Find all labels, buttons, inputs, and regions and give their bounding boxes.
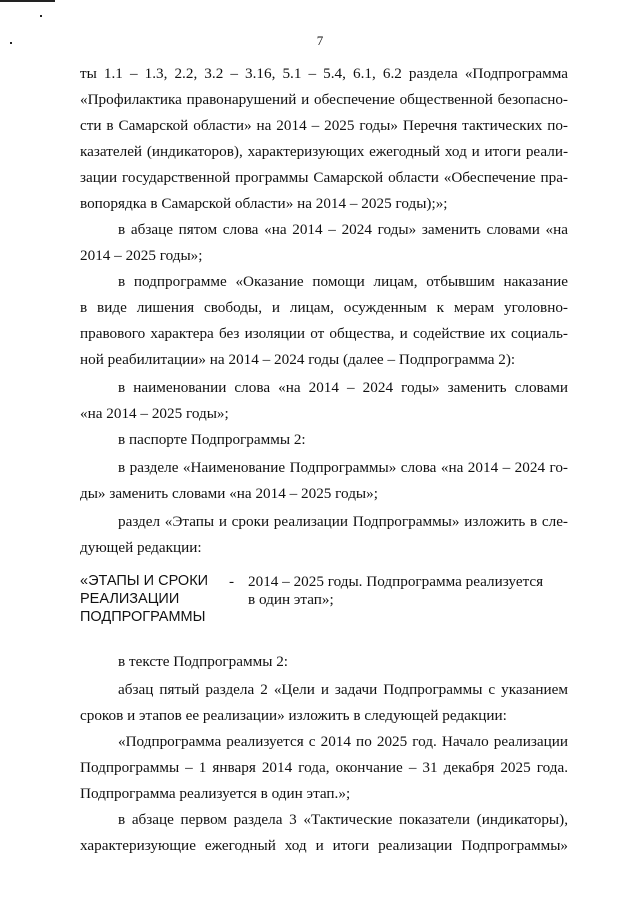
scan-dot (40, 15, 42, 17)
table-value-line: 2014 – 2025 годы. Подпрограмма реализуется (248, 573, 544, 590)
table-label-line: «ЭТАПЫ И СРОКИ (80, 573, 209, 589)
paragraph-line: характеризующие ежегодный ход и итоги реализации Подпрограммы» (80, 837, 568, 854)
paragraph-line: в абзаце первом раздела 3 «Тактические показатели (индикаторы), (118, 811, 568, 828)
paragraph-line: «Профилактика правонарушений и обеспечение общественной безопасно- (80, 91, 568, 108)
scan-mark-top (0, 0, 55, 2)
paragraph-line: правового характера без изоляции от общества, и содействие их социаль- (80, 325, 568, 342)
table-label-line: ПОДПРОГРАММЫ (80, 609, 206, 625)
table-value-line: в один этап»; (248, 591, 334, 608)
paragraph-line: сти в Самарской области» на 2014 – 2025 годы» Перечня тактических по- (80, 117, 568, 134)
paragraph-line: в виде лишения свободы, и лицам, осужденным к мерам уголовно- (80, 299, 568, 316)
paragraph-line: в абзаце пятом слова «на 2014 – 2024 годы» заменить словами «на (118, 221, 568, 238)
paragraph-line: абзац пятый раздела 2 «Цели и задачи Подпрограммы с указанием (118, 681, 568, 698)
paragraph-line: в паспорте Подпрограммы 2: (118, 431, 306, 448)
paragraph-line: «Подпрограмма реализуется с 2014 по 2025 год. Начало реализации (118, 733, 568, 750)
paragraph-line: раздел «Этапы и сроки реализации Подпрограммы» изложить в сле- (118, 513, 568, 530)
paragraph-line: в подпрограмме «Оказание помощи лицам, отбывшим наказание (118, 273, 568, 290)
paragraph-line: ты 1.1 – 1.3, 2.2, 3.2 – 3.16, 5.1 – 5.4, 6.1, 6.2 раздела «Подпрограмма (80, 65, 568, 82)
paragraph-line: дующей редакции: (80, 539, 202, 556)
paragraph-line: казателей (индикаторов), характеризующих ежегодный ход и итоги реали- (80, 143, 568, 160)
paragraph-line: 2014 – 2025 годы»; (80, 247, 203, 264)
paragraph-line: Подпрограмма реализуется в один этап.»; (80, 785, 351, 802)
paragraph-line: в разделе «Наименование Подпрограммы» слова «на 2014 – 2024 го- (118, 459, 568, 476)
paragraph-line: сроков и этапов ее реализации» изложить в следующей редакции: (80, 707, 507, 724)
table-label-line: РЕАЛИЗАЦИИ (80, 591, 180, 607)
table-dash: - (229, 573, 235, 590)
paragraph-line: «на 2014 – 2025 годы»; (80, 405, 229, 422)
paragraph-line: вопорядка в Самарской области» на 2014 – 2025 годы);»; (80, 195, 448, 212)
paragraph-line: ной реабилитации» на 2014 – 2024 годы (далее – Подпрограмма 2): (80, 351, 516, 368)
paragraph-line: в наименовании слова «на 2014 – 2024 годы» заменить словами (118, 379, 568, 396)
page-number: 7 (316, 33, 324, 48)
paragraph-line: зации государственной программы Самарской области «Обеспечение пра- (80, 169, 568, 186)
paragraph-line: ды» заменить словами «на 2014 – 2025 годы»; (80, 485, 378, 502)
paragraph-line: Подпрограммы – 1 января 2014 года, окончание – 31 декабря 2025 года. (80, 759, 568, 776)
paragraph-line: в тексте Подпрограммы 2: (118, 653, 289, 670)
